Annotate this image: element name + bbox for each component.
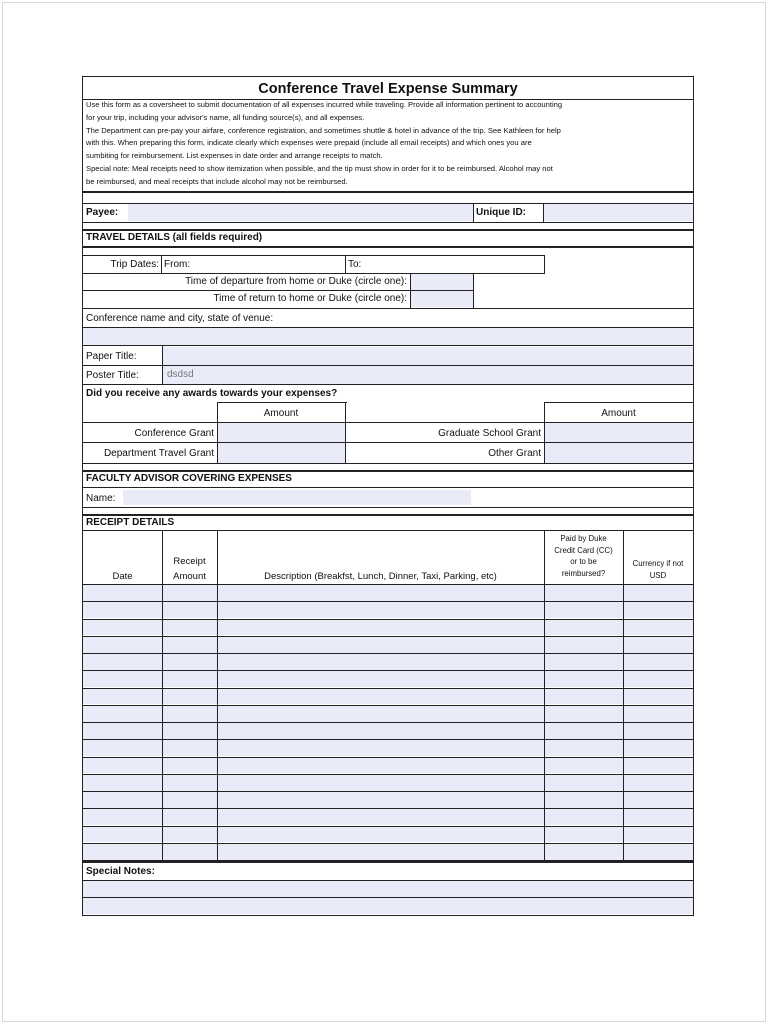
name-label: Name: [86,493,116,504]
table-cell-input[interactable] [545,792,623,808]
divider [83,229,693,231]
divider [83,255,545,256]
divider [217,402,347,403]
divider [83,345,693,346]
col-paid [544,533,623,579]
paper-title-label: Paper Title: [86,351,137,362]
divider [83,861,693,863]
table-cell-input[interactable] [163,758,217,774]
receipt-heading: RECEIPT DETAILS [86,517,175,528]
unique-id-input[interactable] [544,204,693,221]
col-currency-line: USD [649,570,667,580]
table-cell-input[interactable] [545,654,623,670]
divider [83,246,693,248]
table-cell-input[interactable] [624,792,693,808]
table-cell-input[interactable] [83,654,162,670]
col-paid-line: Credit Card (CC) [554,545,613,555]
table-cell-input[interactable] [163,654,217,670]
divider [473,203,474,222]
divider [543,203,544,222]
return-label: Time of return to home or Duke (circle one): [213,293,407,304]
table-cell-input[interactable] [624,809,693,825]
intro-text [86,99,690,189]
table-cell-input[interactable] [163,723,217,739]
paper-title-input[interactable] [163,347,693,365]
divider [544,255,545,273]
form-title: Conference Travel Expense Summary [258,81,518,97]
table-cell-input[interactable] [624,740,693,756]
expense-form [82,76,694,916]
table-cell-input[interactable] [545,671,623,687]
trip-dates-label: Trip Dates: [110,259,159,270]
poster-title-value[interactable]: dsdsd [167,369,194,380]
table-cell-input[interactable] [218,809,544,825]
table-cell-input[interactable] [83,620,162,636]
table-cell-input[interactable] [163,792,217,808]
table-cell-input[interactable] [545,706,623,722]
col-receipt-amount-line: Amount [173,571,206,582]
table-cell-input[interactable] [545,602,623,618]
table-cell-input[interactable] [624,723,693,739]
col-description: Description (Breakfst, Lunch, Dinner, Taxi, Parking, etc) [264,571,497,582]
table-cell-input[interactable] [218,585,544,601]
table-cell-input[interactable] [163,706,217,722]
departure-label: Time of departure from home or Duke (circle one): [185,276,407,287]
col-currency-line: Currency if not [632,559,684,568]
table-cell-input[interactable] [83,637,162,653]
unique-id-label: Unique ID: [476,207,526,218]
table-cell-input[interactable] [83,706,162,722]
poster-title-label: Poster Title: [86,370,139,381]
amount-header: Amount [601,408,636,419]
intro-line: The Department can pre-pay your airfare, conference registration, and sometimes shuttle & hotel in advance of the trip. See Kathleen for help [86,125,561,135]
table-cell-input[interactable] [218,620,544,636]
table-cell-input[interactable] [83,585,162,601]
other-grant-input[interactable] [545,443,693,463]
departure-input[interactable] [411,274,473,290]
divider [83,530,693,531]
table-cell-input[interactable] [163,809,217,825]
table-cell-input[interactable] [218,689,544,705]
divider [83,507,693,508]
conference-grant-label: Conference Grant [134,428,214,439]
table-cell-input[interactable] [624,602,693,618]
table-cell-input[interactable] [163,637,217,653]
table-cell-input[interactable] [83,740,162,756]
col-paid-line: reimbursed? [561,568,606,578]
table-cell-input[interactable] [218,671,544,687]
table-cell-input[interactable] [624,758,693,774]
intro-line: Special note: Meal receipts need to show itemization when possible, and the tip must show in order for it to be reimbursed. Alcohol may not [86,163,553,173]
table-cell-input[interactable] [545,637,623,653]
table-cell-input[interactable] [163,620,217,636]
amount-header: Amount [263,408,299,419]
col-paid-line: or to be [570,557,597,566]
table-cell-input[interactable] [163,689,217,705]
awards-question: Did you receive any awards towards your expenses? [86,388,338,399]
table-cell-input[interactable] [545,723,623,739]
table-cell-input[interactable] [163,740,217,756]
table-cell-input[interactable] [545,775,623,791]
table-cell-input[interactable] [624,706,693,722]
intro-line: be reimbursed, and meal receipts that include alcohol may not be reimbursed. [86,176,348,186]
divider [83,470,693,472]
table-cell-input[interactable] [545,585,623,601]
table-cell-input[interactable] [218,637,544,653]
table-cell-input[interactable] [624,827,693,843]
table-cell-input[interactable] [83,671,162,687]
col-date: Date [112,571,133,582]
table-cell-input[interactable] [218,792,544,808]
table-cell-input[interactable] [545,620,623,636]
advisor-name-input[interactable] [123,490,471,505]
divider [83,487,693,488]
table-cell-input[interactable] [624,844,693,860]
special-notes-label: Special Notes: [86,866,155,877]
table-cell-input[interactable] [83,792,162,808]
col-paid-line: Paid by Duke [560,534,607,543]
table-cell-input[interactable] [545,809,623,825]
table-cell-input[interactable] [83,775,162,791]
table-cell-input[interactable] [163,827,217,843]
special-notes-input-1[interactable] [83,881,693,897]
intro-line: for your trip, including your advisor's name, all funding source(s), and all expenses. [86,112,365,122]
col-currency [623,558,693,581]
table-cell-input[interactable] [218,602,544,618]
divider [83,384,693,385]
table-cell-input[interactable] [83,809,162,825]
divider [345,255,346,273]
table-cell-input[interactable] [624,620,693,636]
table-cell-input[interactable] [624,637,693,653]
table-cell-input[interactable] [545,758,623,774]
special-notes-input-2[interactable] [83,898,693,914]
table-cell-input[interactable] [624,585,693,601]
divider [83,514,693,516]
travel-details-heading: TRAVEL DETAILS (all fields required) [86,232,263,243]
other-grant-label: Other Grant [488,448,541,459]
table-cell-input[interactable] [218,758,544,774]
table-cell-input[interactable] [163,602,217,618]
table-cell-input[interactable] [218,775,544,791]
table-cell-input[interactable] [218,827,544,843]
intro-line: with this. When preparing this form, indicate clearly which expenses were prepaid (include all email receipts) and which ones you are [86,138,532,148]
divider [83,273,545,274]
col-receipt-amount [162,556,217,582]
table-cell-input[interactable] [83,723,162,739]
table-cell-input[interactable] [83,689,162,705]
to-label: To: [348,259,362,270]
divider [83,463,693,464]
conference-grant-input[interactable] [218,423,345,442]
table-cell-input[interactable] [545,844,623,860]
table-cell-input[interactable] [624,671,693,687]
department-travel-grant-input[interactable] [218,443,345,463]
divider [83,222,693,223]
table-cell-input[interactable] [545,740,623,756]
table-cell-input[interactable] [624,689,693,705]
table-cell-input[interactable] [218,723,544,739]
table-cell-input[interactable] [83,844,162,860]
table-cell-input[interactable] [163,671,217,687]
table-cell-input[interactable] [83,602,162,618]
intro-line: sumbiting for reimbursement. List expenses in date order and arrange receipts to match. [86,151,383,161]
col-receipt-amount-line: Receipt [173,556,206,567]
table-cell-input[interactable] [545,827,623,843]
return-input[interactable] [411,291,473,307]
divider [544,402,693,403]
table-cell-input[interactable] [624,775,693,791]
divider [83,308,693,309]
payee-label: Payee: [86,207,119,218]
table-cell-input[interactable] [218,706,544,722]
table-cell-input[interactable] [163,585,217,601]
payee-input[interactable] [128,204,473,221]
conference-input[interactable] [83,328,693,345]
table-cell-input[interactable] [83,758,162,774]
conference-label: Conference name and city, state of venue: [86,313,274,324]
from-label: From: [164,259,191,270]
divider [161,255,162,273]
table-cell-input[interactable] [218,654,544,670]
table-cell-input[interactable] [545,689,623,705]
table-cell-input[interactable] [163,844,217,860]
table-cell-input[interactable] [218,740,544,756]
poster-title-input[interactable] [163,366,693,384]
divider [83,191,693,193]
advisor-heading: FACULTY ADVISOR COVERING EXPENSES [86,473,292,484]
graduate-school-grant-input[interactable] [545,423,693,442]
table-cell-input[interactable] [163,775,217,791]
intro-line: Use this form as a coversheet to submit documentation of all expenses incurred while traveling. Provide all information pertinent to accounting [86,100,563,109]
graduate-school-grant-label: Graduate School Grant [438,428,541,439]
table-cell-input[interactable] [83,827,162,843]
table-cell-input[interactable] [218,844,544,860]
department-travel-grant-label: Department Travel Grant [103,448,214,459]
table-cell-input[interactable] [624,654,693,670]
